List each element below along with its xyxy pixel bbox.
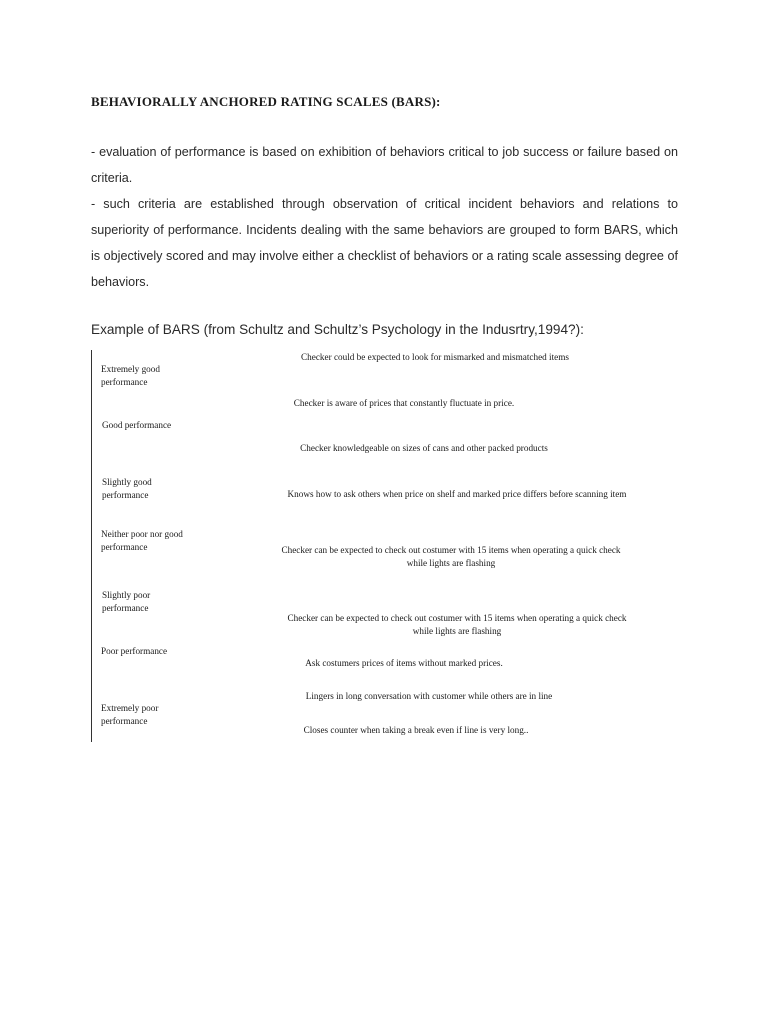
behavior-anchor: Ask costumers prices of items without marked prices.	[305, 658, 503, 668]
behavior-anchor: Closes counter when taking a break even if line is very long..	[303, 725, 529, 735]
behavior-anchor: Knows how to ask others when price on shelf and marked price differs before scanning item	[287, 489, 627, 499]
document-heading: BEHAVIORALLY ANCHORED RATING SCALES (BARS):	[91, 94, 441, 109]
scale-label-neither: Neither poor nor good performance	[101, 529, 183, 552]
paragraph-criteria: - such criteria are established through observation of critical incident behaviors and relations to superiority of performance. Incidents dealing with the same behaviors are grouped to form BARS, which is objectively scored and may involve either a checklist of behaviors or a rating scale assessing degree of behaviors.	[91, 197, 678, 289]
scale-label-good: Good performance	[102, 420, 172, 430]
behavior-anchor: Checker could be expected to look for mismarked and mismatched items	[301, 352, 569, 362]
scale-label-extremely-poor: Extremely poor performance	[101, 703, 159, 726]
scale-label-slightly-good: Slightly good performance	[102, 477, 152, 500]
behavior-anchor: Checker can be expected to check out costumer with 15 items when operating a quick check while lights are flashing	[287, 613, 627, 636]
behavior-anchor: Checker is aware of prices that constantly fluctuate in price.	[293, 398, 515, 408]
scale-label-slightly-poor: Slightly poor performance	[102, 590, 151, 613]
behavior-anchor: Checker can be expected to check out costumer with 15 items when operating a quick check while lights are flashing	[281, 545, 621, 568]
behavior-anchor: Checker knowledgeable on sizes of cans and other packed products	[300, 443, 548, 453]
scale-axis-line	[91, 350, 92, 742]
example-title: Example of BARS (from Schultz and Schultz’s Psychology in the Indusrtry,1994?):	[91, 322, 584, 337]
behavior-anchor: Lingers in long conversation with customer while others are in line	[305, 691, 553, 701]
paragraph-evaluation: - evaluation of performance is based on exhibition of behaviors critical to job success or failure based on criteria.	[91, 145, 678, 185]
scale-label-extremely-good: Extremely good performance	[101, 364, 160, 387]
scale-label-poor: Poor performance	[101, 646, 168, 656]
